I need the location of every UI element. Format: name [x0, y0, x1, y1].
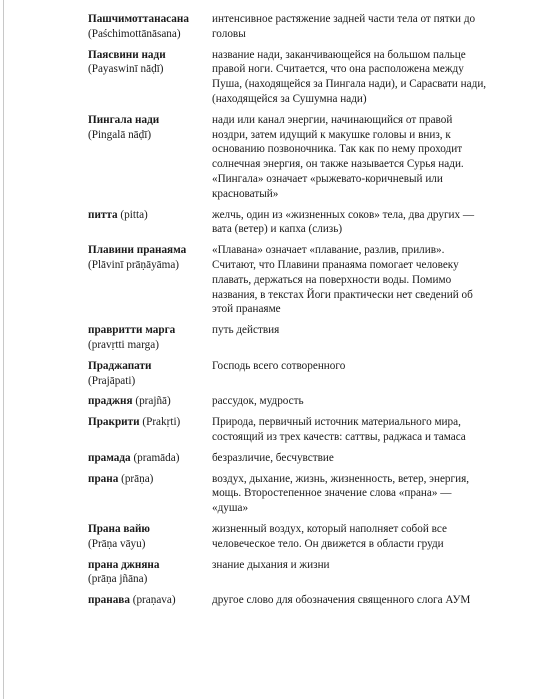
term-transliteration: (praṇava)	[132, 594, 176, 607]
glossary-entry	[88, 12, 488, 42]
term-russian: Праджапати	[88, 359, 152, 372]
term-transliteration: (pramāda)	[133, 451, 180, 464]
glossary-term	[88, 48, 212, 107]
term-russian: праджня	[88, 395, 133, 408]
term-russian: прана джняна	[88, 558, 160, 571]
glossary-term	[88, 323, 212, 353]
glossary-term	[88, 451, 212, 466]
glossary-entry	[88, 48, 488, 107]
term-russian: Пракрити	[88, 416, 140, 429]
term-russian: прана	[88, 472, 119, 485]
glossary-term	[88, 472, 212, 516]
glossary-entry	[88, 451, 488, 466]
term-transliteration: (pitta)	[120, 208, 148, 221]
glossary-term	[88, 208, 212, 238]
glossary-definition: нади или канал энергии, начинающийся от правой ноздри, затем идущий к макушке головы и вниз, к основанию позвоночника. Так как по нему проходит солнечная энергия, он также называется Сурья нади. «Пингала» означает «рыжевато-коричневый или красноватый»	[212, 113, 464, 200]
term-transliteration: (prāṇa)	[121, 472, 154, 485]
glossary-definition: название нади, заканчивающейся на большом пальце правой ноги. Считается, что она расположена между Пуша, (находящейся за Пингала нади), и Сарасвати нади, (находящейся за Сушумна нади)	[212, 48, 487, 105]
glossary-definition: воздух, дыхание, жизнь, жизненность, ветер, энергия, мощь. Второстепенное значение слова «прана» — «душа»	[212, 472, 470, 515]
term-russian: правритти марга	[88, 324, 176, 337]
glossary-definition: «Плавана» означает «плавание, разлив, прилив». Считают, что Плавини пранаяма помогает человеку плавать, держаться на поверхности воды. Помимо названия, в текстах Йоги практически нет сведений об этой пранаяме	[212, 244, 473, 316]
glossary-term	[88, 558, 212, 588]
glossary-term	[88, 12, 212, 42]
term-transliteration: (Prakṛti)	[142, 416, 181, 429]
glossary-term	[88, 394, 212, 409]
term-russian: Прана вайю	[88, 522, 150, 535]
glossary-entry	[88, 415, 488, 445]
glossary-term	[88, 415, 212, 445]
glossary-entry	[88, 472, 488, 516]
term-transliteration: (Prāṇa vāyu)	[88, 537, 146, 550]
glossary-definition: знание дыхания и жизни	[212, 558, 330, 571]
glossary-term	[88, 593, 212, 608]
glossary-entry	[88, 323, 488, 353]
term-russian: пранава	[88, 594, 130, 607]
term-transliteration: (Prajāpati)	[88, 374, 136, 387]
term-russian: прамада	[88, 451, 131, 464]
term-russian: питта	[88, 208, 118, 221]
term-russian: Паясвини нади	[88, 48, 166, 61]
glossary-definition: Господь всего сотворенного	[212, 359, 346, 372]
glossary-entry	[88, 359, 488, 389]
glossary-term	[88, 113, 212, 202]
glossary-definition: Природа, первичный источник материального мира, состоящий из трех качеств: саттвы, раджаса и тамаса	[212, 416, 466, 443]
glossary-definition: желчь, один из «жизненных соков» тела, два других — вата (ветер) и капха (слизь)	[212, 208, 475, 236]
glossary-definition: безразличие, бесчувствие	[212, 451, 334, 464]
glossary-definition: рассудок, мудрость	[212, 395, 304, 408]
glossary-term	[88, 522, 212, 552]
glossary-list	[88, 12, 488, 614]
glossary-definition: жизненный воздух, который наполняет собой все человеческое тело. Он движется в области груди	[212, 522, 447, 550]
term-russian: Пингала нади	[88, 113, 160, 126]
glossary-term	[88, 243, 212, 317]
page-edge-line	[3, 0, 4, 699]
glossary-term	[88, 359, 212, 389]
glossary-definition: другое слово для обозначения священного слога АУМ	[212, 594, 471, 607]
term-russian: Пашчимоттанасана	[88, 13, 189, 25]
glossary-entry	[88, 558, 488, 588]
term-transliteration: (pravṛtti marga)	[88, 338, 159, 351]
term-transliteration: (Pingalā nāḍī)	[88, 128, 152, 141]
term-transliteration: (prajñā)	[135, 395, 171, 408]
term-transliteration: (Paśchimottānāsana)	[88, 27, 181, 40]
glossary-definition: интенсивное растяжение задней части тела от пятки до головы	[212, 13, 476, 40]
term-transliteration: (Plāvinī prāṇāyāma)	[88, 258, 180, 271]
glossary-entry	[88, 208, 488, 238]
term-russian: Плавини пранаяма	[88, 244, 187, 257]
glossary-entry	[88, 113, 488, 202]
glossary-entry	[88, 593, 488, 608]
term-transliteration: (prāṇa jñāna)	[88, 573, 148, 586]
term-transliteration: (Payaswinī nāḍī)	[88, 63, 164, 76]
glossary-definition: путь действия	[212, 324, 280, 337]
glossary-entry	[88, 522, 488, 552]
glossary-entry	[88, 243, 488, 317]
glossary-entry	[88, 394, 488, 409]
